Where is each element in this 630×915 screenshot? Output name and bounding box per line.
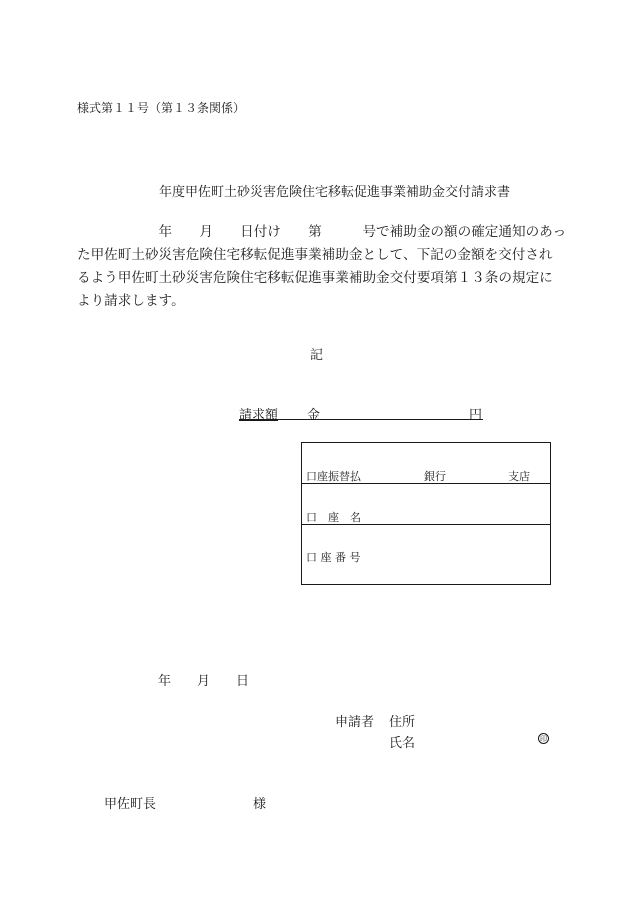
account-name-label: 口 座 名 [306,511,361,524]
bank-row [302,443,550,484]
transfer-label: 口座振替払 [306,470,361,483]
date-line: 年 月 日 [158,674,250,689]
name-label: 氏名 [389,736,416,751]
amount-underline [239,419,483,420]
branch-label: 支店 [508,470,530,483]
seal-mark: 印 [540,735,547,743]
bank-account-table [301,442,551,585]
account-number-label: 口 座 番 号 [306,551,361,564]
form-number: 様式第１１号（第１３条関係） [77,101,246,115]
account-number-row [302,525,550,584]
amount-yen-label: 円 [469,408,483,423]
ki-heading: 記 [310,348,324,363]
mayor-title: 甲佐町長 [104,797,157,812]
amount-label: 請求額 [239,408,279,423]
body-line: 年 月 日付け 第 号で補助金の額の確定通知のあっ [77,224,567,240]
document-title: 年度甲佐町土砂災害危険住宅移転促進事業補助金交付請求書 [159,185,511,200]
account-name-row [302,484,550,525]
address-label: 住所 [389,715,416,730]
body-line: た甲佐町土砂災害危険住宅移転促進事業補助金として、下記の金額を交付され [77,247,553,263]
body-line: るよう甲佐町土砂災害危険住宅移転促進事業補助金交付要項第１３条の規定に [77,270,553,286]
honorific-sama: 様 [253,797,267,812]
body-line: より請求します。 [77,293,185,309]
bank-label: 銀行 [424,470,446,483]
amount-kin-label: 金 [307,408,321,423]
applicant-label: 申請者 [335,715,375,730]
